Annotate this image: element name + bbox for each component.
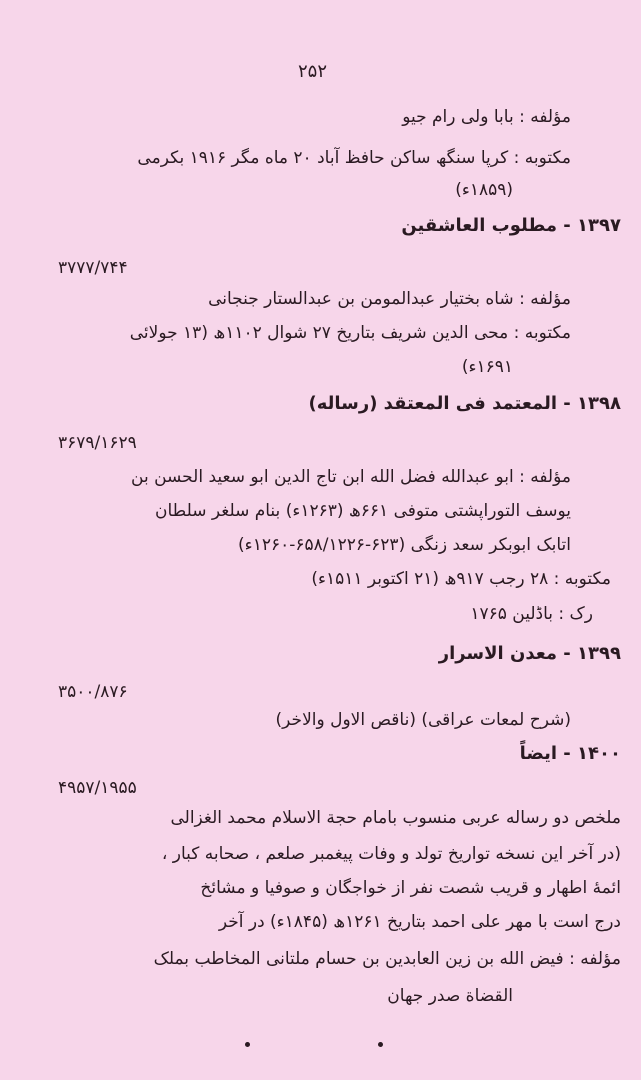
footer-dot-right [378,1042,383,1047]
entry-1400-summary-cont-3: درج است با مهر علی احمد بتاریخ ۱۲۶۱ھ (۱۸۴۵ء) در آخر [218,912,621,932]
entry-1396-scribe-cont: (۱۸۵۹ء) [455,180,513,200]
entry-1400-heading: ۱۴۰۰ - ایضاً [519,743,621,764]
entry-1398-author-cont-1: یوسف التوراپشتی متوفی ۶۶۱ھ (۱۲۶۳ء) بنام سلغر سلطان [154,501,571,521]
entry-1397-author: مؤلفه : شاه بختیار عبدالمومن بن عبدالستار جنجانی [208,289,571,309]
entry-1398-catalog-number: ۳۶۷۹/۱۶۲۹ [58,433,137,453]
entry-1398-author-cont-2: اتابک ابوبکر سعد زنگی (۶۲۳-۶۵۸/۱۲۲۶-۱۲۶۰ء) [238,535,571,555]
entry-1400-summary-cont-2: ائمۀ اطهار و قریب شصت نفر از خواجگان و صوفیا و مشائخ [200,878,621,898]
entry-1399-heading: ۱۳۹۹ - معدن الاسرار [438,643,621,664]
entry-1397-catalog-number: ۳۷۷۷/۷۴۴ [58,258,128,278]
entry-1397-heading: ۱۳۹۷ - مطلوب العاشقین [401,215,621,236]
entry-1398-scribe: مکتوبه : ۲۸ رجب ۹۱۷ھ (۲۱ اکتوبر ۱۵۱۱ء) [311,569,611,589]
entry-1400-author: مؤلفه : فیض الله بن زین العابدین بن حسام ملتانی المخاطب بملک [153,949,621,969]
entry-1398-shelfmark: رک : باڈلین ۱۷۶۵ [470,604,593,624]
entry-1398-heading: ۱۳۹۸ - المعتمد فی المعتقد (رساله) [308,393,621,414]
entry-1397-scribe: مکتوبه : محی الدین شریف بتاریخ ۲۷ شوال ۱۱۰۲ھ (۱۳ جولائی [129,323,571,343]
entry-1399-catalog-number: ۳۵۰۰/۸۷۶ [58,682,128,702]
footer-dot-left [245,1042,250,1047]
entry-1396-scribe: مکتوبه : کرپا سنگھ ساکن حافظ آباد ۲۰ ماه مگر ۱۹۱۶ بکرمی [137,148,571,168]
entry-1399-note: (شرح لمعات عراقی) (ناقص الاول والاخر) [275,710,571,730]
entry-1398-author: مؤلفه : ابو عبدالله فضل الله ابن تاج الدین ابو سعید الحسن بن [131,467,571,487]
entry-1400-summary: ملخص دو رساله عربی منسوب بامام حجة الاسلام محمد الغزالی [170,808,621,828]
page-number: ۲۵۲ [298,61,328,82]
entry-1400-author-cont: القضاة صدر جهان [387,986,513,1006]
entry-1400-catalog-number: ۴۹۵۷/۱۹۵۵ [58,778,137,798]
entry-1400-summary-cont-1: (در آخر این نسخه تواریخ تولد و وفات پیغمبر صلعم ، صحابه کبار ، [161,844,621,864]
entry-1396-author: مؤلفه : بابا ولی رام جیو [402,107,571,127]
entry-1397-scribe-cont: ۱۶۹۱ء) [461,357,513,377]
